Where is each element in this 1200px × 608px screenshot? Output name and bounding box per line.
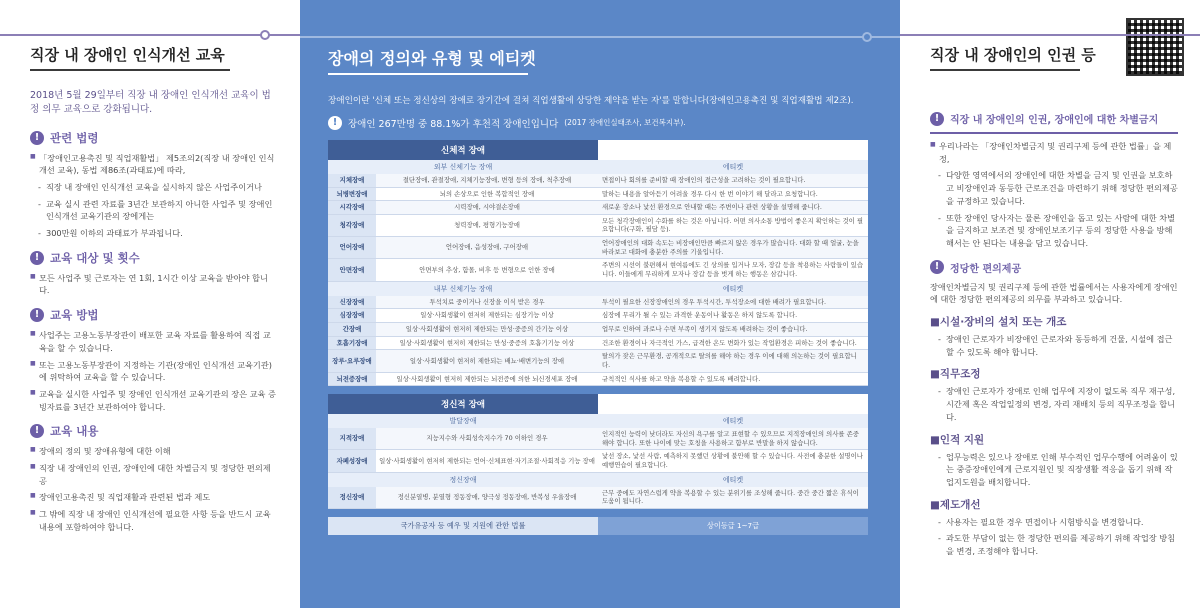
etiquette-head: 에티켓	[722, 417, 744, 426]
list-item: - 다양한 영역에서의 장애인에 대한 차별을 금지 및 인권을 보호하고 비장애인과 동등한 근로조건을 마련하기 위해 정당한 편의제공을 규정하고 있습니다.	[930, 169, 1178, 207]
disability-desc: 정신분열병, 분열형 정동장애, 양극성 정동장애, 반복성 우울장애	[376, 487, 598, 508]
table-row	[328, 450, 868, 472]
list-item: ■ 우리나라는 「장애인차별금지 및 권리구제 등에 관한 법률」을 제정,	[930, 140, 1178, 165]
exclamation-icon: !	[30, 251, 44, 265]
disability-desc: 청력장애, 평형기능장애	[454, 221, 520, 230]
title-dot	[260, 30, 270, 40]
table-row	[328, 323, 868, 337]
table-row	[328, 201, 868, 215]
disability-name: 언어장애	[328, 237, 376, 258]
etiquette-text: 건조한 환경이나 자극적인 가스, 급격한 온도 변화가 있는 작업환경은 피하는 것이 좋습니다.	[602, 338, 857, 347]
left-sections	[30, 130, 278, 534]
mid-title-wrap	[328, 40, 880, 75]
right-head2	[930, 260, 1178, 275]
etiquette-head: 에티켓	[722, 284, 744, 293]
inner-rows	[328, 296, 868, 386]
right-head2-text: 장애인차별금지 및 권리구제 등에 관한 법률에서는 사용자에게 장애인에 대한 정당한 편의제공의 의무를 부과하고 있습니다.	[930, 281, 1178, 305]
mental-head: 정신적 장애	[328, 394, 598, 414]
physical-table	[328, 140, 868, 386]
section-head	[30, 250, 278, 266]
dev-subhead	[328, 414, 868, 428]
psy-rows	[328, 487, 868, 509]
title-underline	[930, 69, 1080, 71]
subsection-label: ■인적 지원	[930, 433, 985, 446]
list-item: - 또한 장애인 당사자는 물론 장애인을 돕고 있는 사람에 대한 차별을 금지하고 보조견 및 장애인보조기구 등의 정당한 사용을 방해해서는 안 된다는 내용을 담고 있습니다.	[930, 212, 1178, 250]
physical-head: 신체적 장애	[328, 140, 598, 160]
middle-panel	[300, 0, 900, 608]
right-panel	[900, 0, 1200, 608]
disability-desc: 뇌의 손상으로 인한 복합적인 장애	[439, 189, 535, 198]
etiquette-head: 에티켓	[722, 475, 744, 484]
section-head	[30, 423, 278, 439]
list-item: - 300만원 이하의 과태료가 부과됩니다.	[30, 227, 278, 240]
list-item: - 장애인 근로자가 장애로 인해 업무에 지장이 없도록 직무 재구성, 시간제 혹은 작업일정의 변경, 자리 재배치 등의 직무조정을 합니다.	[930, 385, 1178, 423]
dev-head: 발달장애	[449, 417, 477, 426]
disability-name: 뇌병변장애	[328, 188, 376, 201]
list-item: ■ 장애의 정의 및 장애유형에 대한 이해	[30, 445, 278, 458]
disability-desc: 절단장애, 관절장애, 지체기능장애, 변형 등의 장애, 척추장애	[376, 174, 598, 187]
title-dot	[862, 32, 872, 42]
disability-desc: 투석치료 중이거나 신장을 이식 받은 경우	[376, 296, 598, 309]
list-item: - 과도한 부담이 없는 한 정당한 편의를 제공하기 위해 작업장 방침을 변경, 조정해야 합니다.	[930, 532, 1178, 557]
exclamation-icon: !	[30, 424, 44, 438]
disability-desc: 일상·사회생활이 현저히 제한되는 심장기능 이상	[420, 311, 554, 320]
list-item: ■ 직장 내 장애인의 인권, 장애인에 대한 차별금지 및 정당한 편의제공	[30, 462, 278, 487]
list-item: - 사용자는 필요한 경우 면접이나 시험방식을 변경합니다.	[930, 516, 1178, 529]
left-title-wrap	[30, 38, 278, 71]
left-intro: 2018년 5월 29일부터 직장 내 장애인 인식개선 교육이 법정 의무 교육으로 강화됩니다.	[30, 90, 271, 116]
disability-desc: 일상·사회생활이 현저히 제한되는 만성·중증의 간기능 이상	[376, 323, 598, 336]
exclamation-icon: !	[328, 116, 342, 130]
list-item: ■ 「장애인고용촉진 및 직업재활법」 제5조의2(직장 내 장애인 인식개선 교육), 동법 제86조(과태료)에 따라,	[30, 152, 278, 177]
disability-name: 장루·요루장애	[328, 350, 376, 371]
disability-name: 호흡기장애	[328, 337, 376, 350]
left-panel	[0, 0, 300, 608]
disability-desc: 일상·사회생활이 현저히 제한되는 뇌전증에 의한 뇌신경세포 장애	[396, 374, 578, 383]
title-rule	[0, 34, 300, 36]
outer-rows	[328, 174, 868, 282]
disability-name: 지체장애	[328, 174, 376, 187]
subsection-label: ■직무조정	[930, 368, 981, 381]
table-row	[328, 174, 868, 188]
list-item: ■ 또는 고용노동부장관이 지정하는 기관(장애인 인식개선 교육기관)에 위탁하여 교육을 할 수 있습니다.	[30, 359, 278, 384]
section-label: 교육 방법	[50, 308, 99, 323]
subsection-label: ■시설·장비의 설치 또는 개조	[930, 316, 1067, 329]
etiquette-head: 에티켓	[722, 162, 744, 171]
table-row	[328, 215, 868, 237]
etiquette-text: 언어장애인의 대화 속도는 비장애인만큼 빠르지 않은 경우가 많습니다. 대화 할 때 얼굴, 눈을 바라보고 대화에 충분한 주의를 기울입니다.	[598, 237, 868, 258]
etiquette-text: 면접이나 회의를 준비할 때 장애인의 접근성을 고려하는 것이 필요합니다.	[598, 174, 868, 187]
mid-title: 장애의 정의와 유형 및 에티켓	[328, 49, 536, 68]
list-item: - 교육 실시 관련 자료를 3년간 보관하지 아니한 사업주 및 장애인 인식개선 교육기관의 장에게는	[30, 198, 278, 223]
outer-head: 외부 신체기능 장애	[433, 162, 493, 171]
disability-name: 청각장애	[328, 215, 376, 236]
right-head1-items	[930, 140, 1178, 250]
right-title: 직장 내 장애인의 인권 등	[930, 46, 1096, 64]
etiquette-text: 주변의 시선이 불편해서 현여름에도 긴 상의를 입거나 모자, 장갑 등을 착용하는 사람들이 있습니다. 이들에게 무리하게 모자나 장갑 등을 벗게 하는 행동은 삼갑니다.	[602, 261, 863, 279]
psy-subhead	[328, 473, 868, 487]
mid-intro: 장애인이란 '신체 또는 정신상의 장애로 장기간에 걸쳐 직업생활에 상당한 제약을 받는 자'를 말합니다(장애인고용촉진 및 직업재활법 제2조).	[328, 96, 854, 106]
disability-desc: 지능지수와 사회성숙지수가 70 이하인 경우	[376, 428, 598, 449]
exclamation-icon: !	[930, 112, 944, 126]
table-row	[328, 487, 868, 509]
exclamation-icon: !	[930, 260, 944, 274]
table-row	[328, 373, 868, 387]
stat-source: (2017 장애인실태조사, 보건복지부).	[564, 118, 686, 128]
etiquette-text: 규칙적인 식사를 하고 약을 복용할 수 있도록 배려합니다.	[602, 374, 761, 383]
table-row	[328, 428, 868, 450]
right-head1-label: 직장 내 장애인의 인권, 장애인에 대한 차별금지	[950, 115, 1159, 126]
footer-grade: 상이등급 1~7급	[598, 517, 868, 535]
etiquette-text: 새로운 장소나 낯선 환경으로 안내할 때는 주변이나 관련 상황을 설명해 줍니다.	[598, 201, 868, 214]
disability-desc: 안면부의 추상, 함몰, 비후 등 변형으로 인한 장애	[419, 265, 555, 274]
etiquette-text: 업무로 인하여 과로나 수면 부족이 생기지 않도록 배려하는 것이 좋습니다.	[598, 323, 868, 336]
divider	[930, 132, 1178, 134]
right-subsections	[930, 314, 1178, 558]
title-underline	[30, 69, 230, 71]
disability-name: 뇌전증장애	[328, 373, 376, 386]
section-head	[30, 307, 278, 323]
psy-head: 정신장애	[449, 475, 477, 484]
subsection-label: ■제도개선	[930, 498, 981, 511]
etiquette-text: 낯선 장소, 낯선 사람, 예측하지 못했던 상황에 불안해 할 수 있습니다. 사전에 충분한 설명이나 예행연습이 필요합니다.	[602, 452, 863, 470]
table-row	[328, 188, 868, 202]
list-item: - 업무능력은 있으나 장애로 인해 부수적인 업무수행에 어려움이 있는 중증장애인에게 근로지원인 및 직장생활 적응을 돕기 위해 작업지도원을 배치합니다.	[930, 451, 1178, 489]
footer-law: 국가유공자 등 예우 및 지원에 관한 법률	[328, 517, 598, 535]
list-item: ■ 모든 사업주 및 근로자는 연 1회, 1시간 이상 교육을 받아야 합니다.	[30, 272, 278, 297]
right-head2-label: 정당한 편의제공	[950, 263, 1022, 275]
mid-stat	[328, 116, 880, 130]
inner-head: 내부 신체기능 장애	[433, 284, 493, 293]
disability-name: 안면장애	[328, 259, 376, 280]
table-row	[328, 309, 868, 323]
table-footer	[328, 517, 868, 535]
section-label: 교육 내용	[50, 424, 99, 439]
disability-desc: 일상·사회생활이 현저히 제한되는 만성·중증의 호흡기기능 이상	[399, 338, 575, 347]
left-title: 직장 내 장애인 인식개선 교육	[30, 46, 225, 64]
right-title-wrap	[930, 38, 1178, 71]
disability-desc: 시력장애, 시야결손장애	[376, 201, 598, 214]
section-label: 교육 대상 및 횟수	[50, 250, 140, 265]
disability-desc: 일상·사회생활이 현저히 제한되는 언어·신체표현·자기조절·사회적응 기능 장애	[379, 456, 595, 465]
etiquette-text: 모든 청각장애인이 수화를 하는 것은 아닙니다. 어떤 의사소통 방법이 좋은지 확인하는 것이 필요합니다(구화, 필담 등).	[602, 216, 863, 234]
exclamation-icon: !	[30, 308, 44, 322]
etiquette-text: 투석이 필요한 신장장애인의 경우 투석시간, 투석장소에 대한 배려가 필요합니다.	[598, 296, 868, 309]
inner-subhead	[328, 282, 868, 296]
mental-table	[328, 394, 868, 509]
stat-text: 장애인 267만명 중 88.1%가 후천적 장애인입니다	[348, 118, 559, 130]
title-underline	[328, 73, 528, 75]
disability-desc: 일상·사회생활이 현저히 제한되는 배뇨·배변기능의 장애	[376, 350, 598, 371]
etiquette-text: 인지적인 능력이 낮더라도 자신의 욕구를 알고 표현할 수 있으므로 지적장애인의 의사를 존중해야 합니다. 또한 나이에 맞는 호칭을 사용하고 함부로 반말을 하지 않습니다.	[598, 428, 868, 449]
disability-name: 신장장애	[328, 296, 376, 309]
disability-name: 지적장애	[328, 428, 376, 449]
disability-name: 정신장애	[328, 487, 376, 508]
table-row	[328, 237, 868, 259]
disability-name: 자폐성장애	[328, 450, 376, 471]
right-head1	[930, 111, 1178, 126]
table-row	[328, 259, 868, 281]
table-row	[328, 350, 868, 372]
list-item: ■ 그 밖에 직장 내 장애인 인식개선에 필요한 사항 등을 반드시 교육 내용에 포함하여야 합니다.	[30, 508, 278, 533]
title-rule	[900, 34, 1200, 36]
etiquette-text: 탈의가 잦은 근무환경, 공개적으로 탈의를 해야 하는 경우 이에 대해 의논하는 것이 필요합니다.	[598, 350, 868, 371]
dev-rows	[328, 428, 868, 473]
disability-name: 시각장애	[328, 201, 376, 214]
list-item: - 직장 내 장애인 인식개선 교육을 실시하지 않은 사업주이거나	[30, 181, 278, 194]
outer-subhead	[328, 160, 868, 174]
list-item: ■ 교육을 실시한 사업주 및 장애인 인식개선 교육기관의 장은 교육 증빙자료를 3년간 보관하여야 합니다.	[30, 388, 278, 413]
table-row	[328, 296, 868, 310]
etiquette-text: 근무 중에도 자연스럽게 약을 복용할 수 있는 분위기를 조성해 줍니다. 중간 중간 짧은 휴식이 도움이 됩니다.	[598, 487, 868, 508]
list-item: - 장애인 근로자가 비장애인 근로자와 동등하게 건물, 시설에 접근할 수 있도록 해야 합니다.	[930, 333, 1178, 358]
etiquette-text: 심장에 무리가 될 수 있는 과격한 운동이나 활동은 하지 않도록 합니다.	[602, 311, 798, 320]
title-rule	[300, 36, 900, 38]
disability-name: 간장애	[328, 323, 376, 336]
table-row	[328, 337, 868, 351]
section-label: 관련 법령	[50, 130, 99, 145]
exclamation-icon: !	[30, 131, 44, 145]
section-head	[30, 130, 278, 146]
list-item: ■ 사업주는 고용노동부장관이 배포한 교육 자료를 활용하여 직접 교육을 할 수 있습니다.	[30, 329, 278, 354]
list-item: ■ 장애인고용촉진 및 직업재활과 관련된 법과 제도	[30, 491, 278, 504]
etiquette-text: 말하는 내용을 알아듣기 어려울 경우 다시 한 번 이야기 해 달라고 요청합니다.	[602, 189, 818, 198]
disability-name: 심장장애	[328, 309, 376, 322]
disability-desc: 언어장애, 음성장애, 구어장애	[376, 237, 598, 258]
